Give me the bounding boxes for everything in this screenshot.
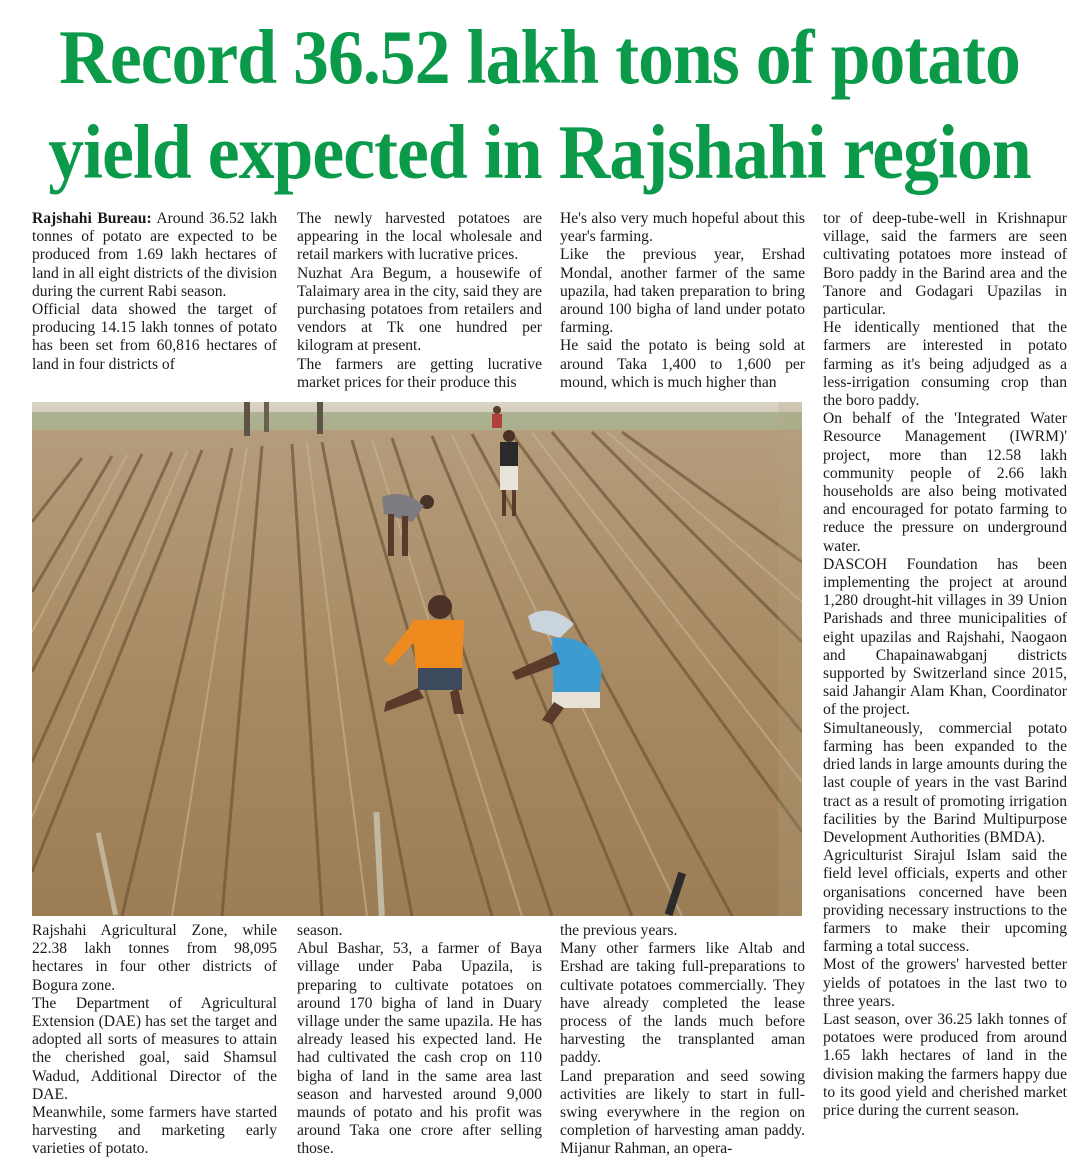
paragraph: DASCOH Foundation has been implementing the project at around 1,280 drought-hit villages in 39 Union Parishads and three municipalities of eight upazilas and Rajshahi, Naogaon and Chapainawabganj districts supported by Switzerland since 2015, said Jahangir Alam Khan, Coordinator of the project. — [823, 555, 1067, 719]
paragraph — [32, 210, 277, 301]
article-column-3-bottom — [560, 922, 805, 1159]
paragraph: Agriculturist Sirajul Islam said the field level officials, experts and other organisations concerned have been providing necessary instructions to the farmers to make their upcoming farming a total success. — [823, 847, 1067, 956]
paragraph: He said the potato is being sold at around Taka 1,400 to 1,600 per mound, which is much higher than — [560, 337, 805, 391]
paragraph: On behalf of the 'Integrated Water Resource Management (IWRM)' project, more than 12.58 lakh community people of 2.66 lakh households are also being motivated and encouraged for potato farming to reduce the pressure on underground water. — [823, 410, 1067, 555]
paragraph: He identically mentioned that the farmers are interested in potato farming as it's being adjudged as a less-irrigation consuming crop than the boro paddy. — [823, 319, 1067, 410]
paragraph: Land preparation and seed sowing activities are likely to start in full-swing everywhere in the region on completion of harvesting aman paddy. Mijanur Rahman, an opera- — [560, 1067, 805, 1158]
paragraph: The newly harvested potatoes are appearing in the local wholesale and retail markers with lucrative prices. — [297, 210, 542, 264]
article-column-2-top — [297, 210, 542, 392]
paragraph: The farmers are getting lucrative market prices for their produce this — [297, 355, 542, 391]
paragraph: Many other farmers like Altab and Ershad are taking full-preparations to cultivate potatoes commercially. They have already completed the lease process of the lands much before harvesting the transplanted aman paddy. — [560, 940, 805, 1067]
paragraph-text: Around 36.52 lakh tonnes of potato are expected to be produced from 1.69 lakh hectares of land in all eight districts of the division during the current Rabi season. — [32, 210, 277, 300]
paragraph: He's also very much hopeful about this year's farming. — [560, 210, 805, 246]
headline-line-1: Record 36.52 lakh tons of potato — [59, 14, 1020, 100]
article-column-1-top — [32, 210, 277, 374]
paragraph: Like the previous year, Ershad Mondal, another farmer of the same upazila, had taken preparation to bring around 100 bigha of land under potato farming. — [560, 246, 805, 337]
headline-line-2: yield expected in Rajshahi region — [48, 109, 1031, 195]
dateline: Rajshahi Bureau: — [32, 210, 152, 227]
paragraph: Most of the growers' harvested better yields of potatoes in the last two to three years. — [823, 956, 1067, 1010]
potato-field-photo — [32, 402, 802, 916]
paragraph: the previous years. — [560, 922, 678, 939]
paragraph: Abul Bashar, 53, a farmer of Baya village under Paba Upazila, is preparing to cultivate potatoes on around 170 bigha of land in Duary village under the same upazila. He has already leased his expected land. He had cultivated the cash crop on 110 bigha of land in the same area last season and harvested around 9,000 maunds of potato and his profit was around Taka one crore after selling those. — [297, 940, 542, 1158]
paragraph: season. — [297, 922, 343, 939]
paragraph: Nuzhat Ara Begum, a housewife of Talaimary area in the city, said they are purchasing potatoes from retailers and vendors at Tk one hundred per kilogram at present. — [297, 264, 542, 355]
article-column-4 — [823, 210, 1067, 1120]
paragraph: Official data showed the target of producing 14.15 lakh tonnes of potato has been set from 60,816 hectares of land in four districts of — [32, 301, 277, 373]
paragraph: Meanwhile, some farmers have started harvesting and marketing early varieties of potato. — [32, 1104, 277, 1158]
paragraph: Last season, over 36.25 lakh tonnes of potatoes were produced from around 1.65 lakh hectares of land in the division making the farmers happy due to its good yield and cherished market price during the current season. — [823, 1010, 1067, 1119]
article-photo — [32, 402, 802, 916]
paragraph: tor of deep-tube-well in Krishnapur village, said the farmers are seen cultivating potatoes more instead of Boro paddy in the Barind area and the Tanore and Godagari Upazilas in particular. — [823, 210, 1067, 319]
article-column-2-bottom — [297, 922, 542, 1159]
paragraph: Rajshahi Agricultural Zone, while 22.38 lakh tonnes from 98,095 hectares in four other districts of Bogura zone. — [32, 922, 277, 994]
paragraph: Simultaneously, commercial potato farming has been expanded to the dried lands in large amounts during the last couple of years in the vast Barind tract as a result of promoting irrigation facilities by the Barind Multipurpose Development Authorities (BMDA). — [823, 719, 1067, 846]
headline — [38, 10, 1041, 200]
article-column-3-top — [560, 210, 805, 392]
farmer-figure — [492, 406, 502, 428]
paragraph: The Department of Agricultural Extension (DAE) has set the target and adopted all sorts of measures to attain the cherished goal, said Shamsul Wadud, Additional Director of the DAE. — [32, 994, 277, 1103]
article-column-1-bottom — [32, 922, 277, 1159]
